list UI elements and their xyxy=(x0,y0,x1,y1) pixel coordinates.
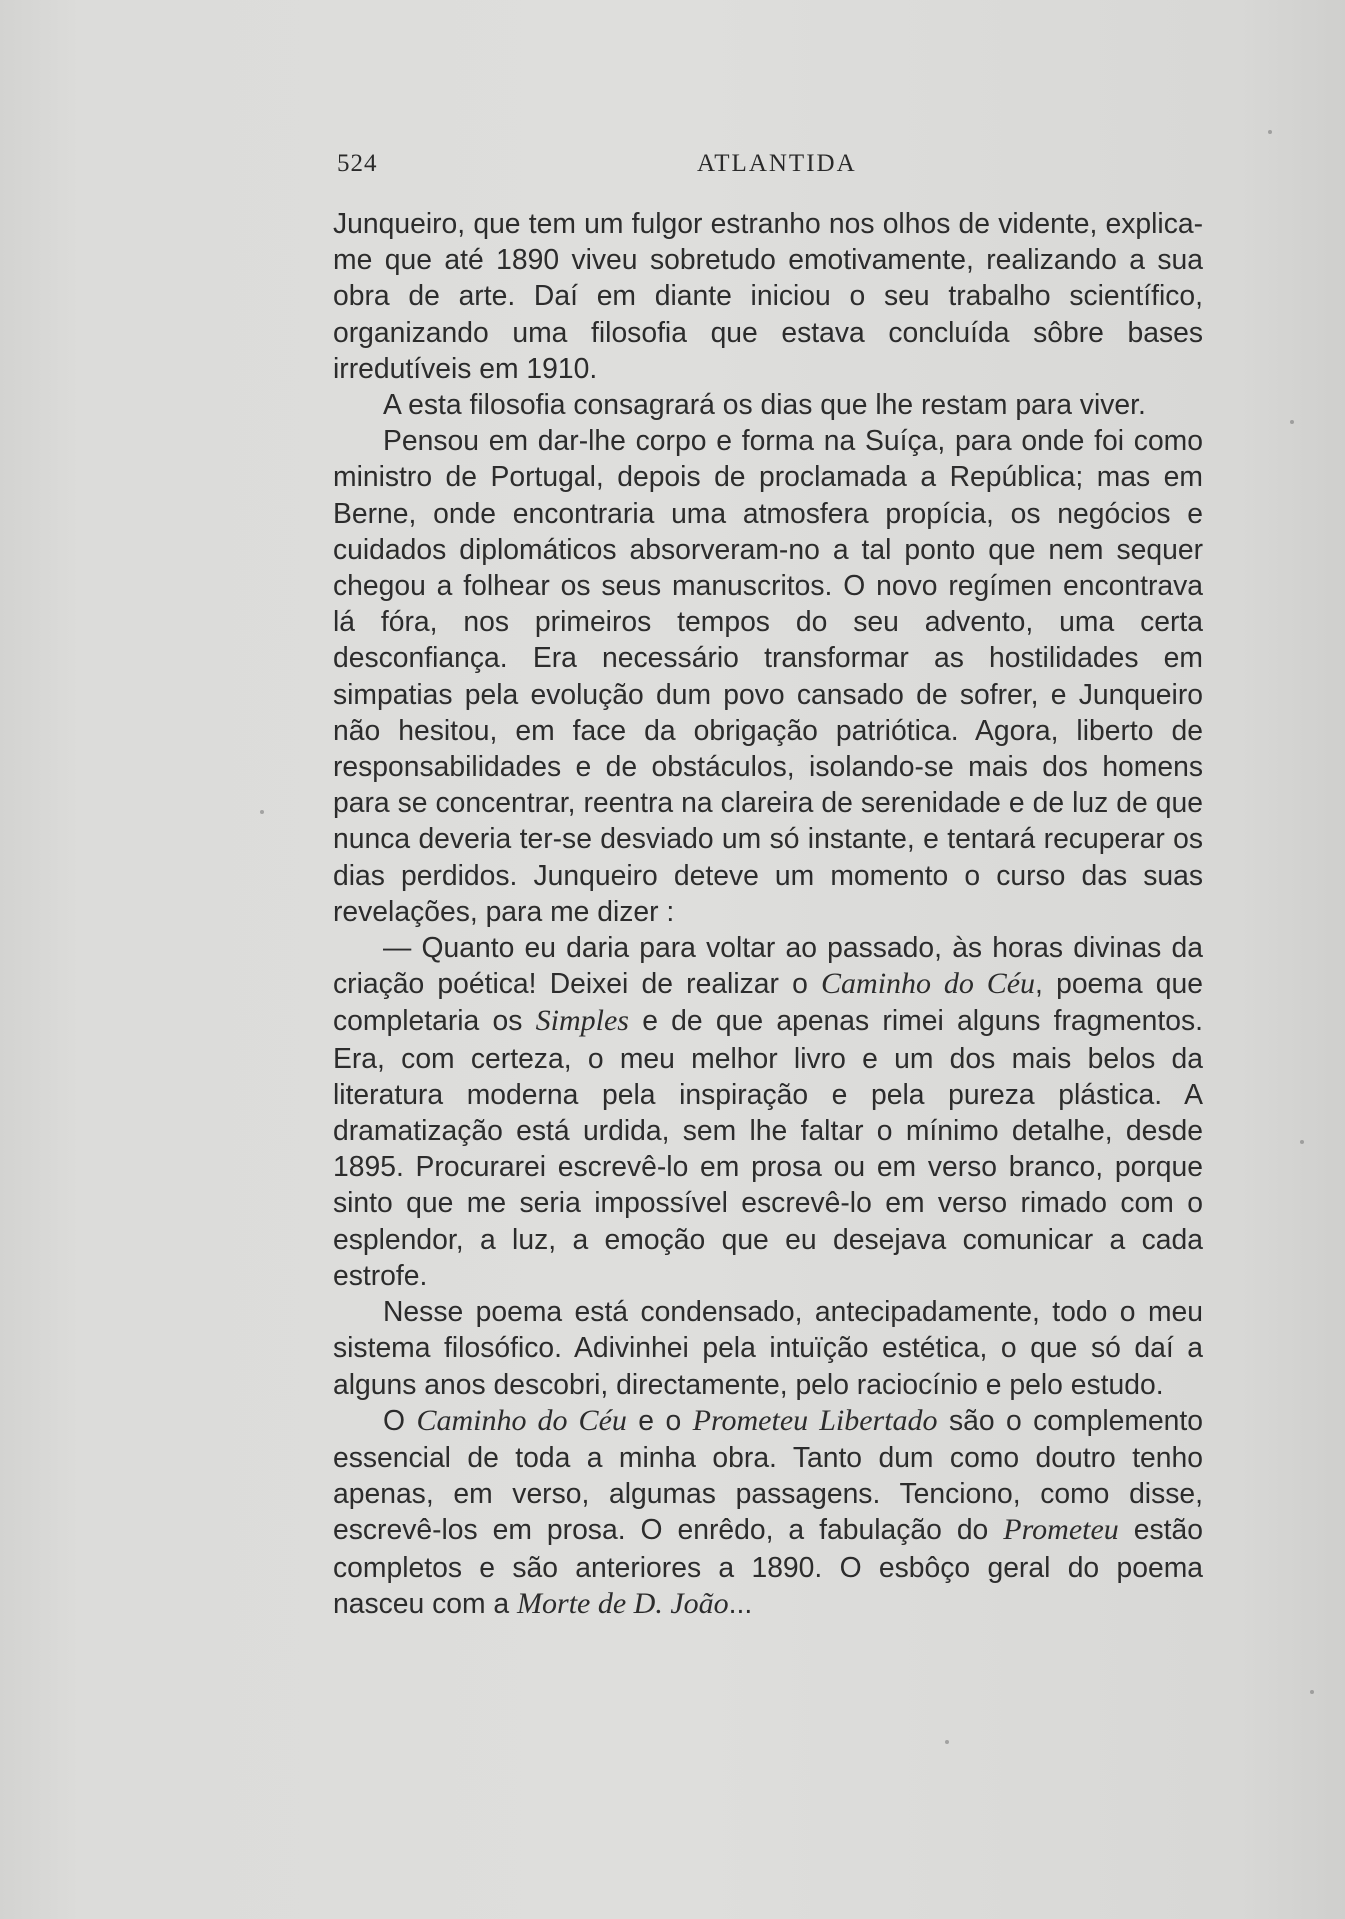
paragraph-text: — Quanto eu daria para voltar ao passado, às horas divinas da criação poética! Deixei de realizar o xyxy=(333,931,1203,1000)
paragraph xyxy=(333,205,1203,386)
paragraph xyxy=(333,1293,1203,1402)
paragraph xyxy=(333,1402,1203,1622)
paragraph-text: O xyxy=(383,1403,417,1436)
italic-title-text: Simples xyxy=(535,1004,629,1038)
running-title: ATLANTIDA xyxy=(697,150,857,177)
paragraph-text: estão completos e são anteriores a 1890. O esbôço geral do poema nasceu com a xyxy=(333,1513,1203,1619)
italic-title-text: Prometeu xyxy=(1003,1513,1119,1547)
italic-title-text: Caminho do Céu xyxy=(416,1403,627,1437)
paragraph xyxy=(333,422,1203,929)
paragraph-text: , poema que completaria os xyxy=(333,967,1203,1037)
italic-title-text: Morte de D. João xyxy=(517,1586,729,1620)
paragraph-text: ... xyxy=(728,1586,753,1619)
paragraph-text: A esta filosofia consagrará os dias que lhe restam para viver. xyxy=(383,388,1146,421)
paragraph-text: Nesse poema está condensado, antecipadamente, todo o meu sistema filosófico. Adivinhei pela intuïção estética, o que só daí a alguns anos descobri, directamente, pelo raciocínio e pelo estudo. xyxy=(333,1295,1203,1400)
paragraph-text: Pensou em dar-lhe corpo e forma na Suíça, para onde foi como ministro de Portugal, depois de proclamada a República; mas em Berne, onde encontraria uma atmosfera propícia, os negócios e cuidados diplomáticos absorveram-no a tal ponto que nem sequer chegou a folhear os seus manuscritos. O novo regímen encontrava lá fóra, nos primeiros tempos do seu advento, uma certa desconfiança. Era necessário transformar as hostilidades em simpatias pela evolução dum povo cansado de sofrer, e Junqueiro não hesitou, em face da obrigação patriótica. Agora, liberto de responsabilidades e de obstáculos, isolando-se mais dos homens para se concentrar, reentra na clareira de serenidade e de luz de que nunca deveria ter-se desviado um só instante, e tentará recuperar os dias perdidos. Junqueiro deteve um momento o curso das suas revelações, para me dizer : xyxy=(333,424,1203,927)
paragraph-text: Junqueiro, que tem um fulgor estranho nos olhos de vidente, explica-me que até 1890 viveu sobretudo emotivamente, realizando a sua obra de arte. Daí em diante iniciou o seu trabalho scientífico, organizando uma filosofia que estava concluída sôbre bases irredutíveis em 1910. xyxy=(333,207,1203,384)
italic-title-text: Caminho do Céu xyxy=(821,967,1036,1001)
paragraph xyxy=(333,929,1203,1293)
paragraph-text: são o complemento essencial de toda a minha obra. Tanto dum como doutro tenho apenas, em verso, algumas passagens. Tenciono, como disse, escrevê-los em prosa. O enrêdo, a fabulação do xyxy=(333,1403,1204,1546)
paragraph-text: e o xyxy=(626,1403,693,1436)
italic-title-text: Prometeu Libertado xyxy=(692,1403,938,1437)
body-text xyxy=(333,205,1203,1622)
running-header xyxy=(337,150,1177,190)
paragraph xyxy=(333,386,1203,422)
paragraph-text: e de que apenas rimei alguns fragmentos. Era, com certeza, o meu melhor livro e um dos mais belos da literatura moderna pela inspiração e pela pureza plástica. A dramatização está urdida, sem lhe faltar o mínimo detalhe, desde 1895. Procurarei escrevê-lo em prosa ou em verso branco, porque sinto que me seria impossível escrevê-lo em verso rimado com o esplendor, a luz, a emoção que eu desejava comunicar a cada estrofe. xyxy=(333,1004,1204,1291)
page-number: 524 xyxy=(337,150,378,177)
